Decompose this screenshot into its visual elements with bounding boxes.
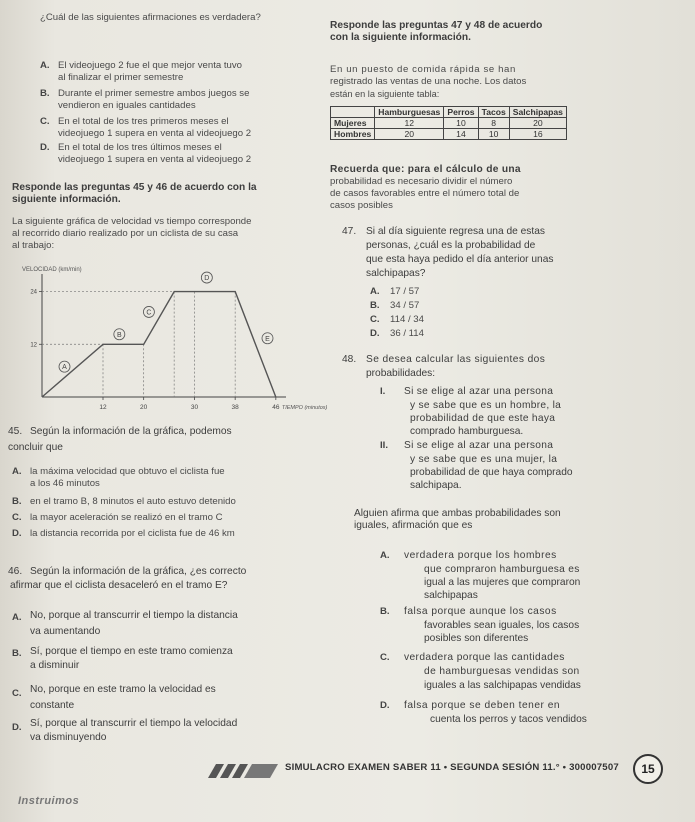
q48-statement-ii-letter: II. — [380, 440, 388, 451]
q46-stem-cont: afirmar que el ciclista desaceleró en el tramo E? — [10, 580, 228, 591]
q48-number: 48. — [342, 354, 357, 365]
q48-statement-ii-cont-1: y se sabe que es una mujer, la — [410, 454, 558, 465]
q48-option-d[interactable]: falsa porque se deben tener en — [404, 700, 561, 711]
chart-x-tick-label: 12 — [99, 404, 107, 411]
q48-stem-cont: probabilidades: — [366, 368, 436, 379]
q46-number: 46. — [8, 566, 23, 577]
q44-option-b-cont: vendieron en iguales cantidades — [58, 100, 196, 111]
q48-statement-i-cont-1: y se sabe que es un hombre, la — [410, 400, 562, 411]
q48-statement-ii-cont-3: salchipapa. — [410, 480, 462, 491]
intro-45-46-text-2: al recorrido diario realizado por un ciclista de su casa — [12, 228, 239, 239]
q47-stem-cont-2: que esta haya pedido el día anterior unas — [366, 254, 554, 265]
q46-option-a[interactable]: No, porque al transcurrir el tiempo la distancia — [30, 610, 238, 621]
q48-claim: Alguien afirma que ambas probabilidades son — [354, 508, 561, 519]
chart-y-tick-label: 12 — [30, 342, 37, 349]
q46-option-c[interactable]: No, porque en este tramo la velocidad es — [30, 684, 216, 695]
intro-47-48-title-cont: con la siguiente información. — [330, 32, 471, 43]
q44-option-a-cont: al finalizar el primer semestre — [58, 72, 184, 83]
q44-option-a[interactable]: El videojuego 2 fue el que mejor venta tuvo — [58, 60, 243, 71]
q46-option-b[interactable]: Sí, porque el tiempo en este tramo comienza — [30, 646, 233, 657]
q47-stem-cont-3: salchipapas? — [366, 268, 426, 279]
brand-logo-text: Instruimos — [18, 795, 80, 807]
q48-stem: Se desea calcular las siguientes dos — [366, 354, 546, 365]
q48-option-c[interactable]: verdadera porque las cantidades — [404, 652, 565, 663]
q44-option-d-letter[interactable]: D. — [40, 142, 50, 153]
q45-number: 45. — [8, 426, 23, 437]
reminder-text-3: casos posibles — [330, 200, 393, 211]
q45-option-a-cont: a los 46 minutos — [30, 478, 100, 489]
chart-x-tick-label: 38 — [231, 404, 239, 411]
q44-option-b-letter[interactable]: B. — [40, 88, 50, 99]
q46-option-c-letter[interactable]: C. — [12, 688, 22, 699]
chart-x-tick-label: 46 — [272, 404, 280, 411]
chart-xlabel: TIEMPO (minutos) — [281, 405, 328, 411]
q45-stem: Según la información de la gráfica, podemos — [30, 426, 232, 437]
q47-option-d[interactable]: 36 / 114 — [390, 328, 424, 339]
q48-option-a-cont-2: igual a las mujeres que compraron — [424, 577, 581, 588]
q44-option-a-letter[interactable]: A. — [40, 60, 50, 71]
q47-option-c[interactable]: 114 / 34 — [390, 314, 424, 325]
sales-table-row-label: Mujeres — [331, 118, 375, 129]
table-row — [331, 118, 567, 129]
q46-option-c-cont: constante — [30, 700, 75, 711]
chart-x-ticks — [99, 397, 279, 411]
q48-option-a-letter[interactable]: A. — [380, 550, 390, 561]
intro-45-46-title: Responde las preguntas 45 y 46 de acuerdo con la — [12, 182, 257, 193]
q44-option-c[interactable]: En el total de los tres primeros meses el — [58, 116, 229, 127]
table-row — [331, 129, 567, 140]
q48-claim-cont: iguales, afirmación que es — [354, 520, 473, 531]
page-number: 15 — [633, 754, 663, 784]
q45-option-a-letter[interactable]: A. — [12, 466, 22, 477]
q48-option-a[interactable]: verdadera porque los hombres — [404, 550, 557, 561]
sales-table-header-hamburguesas: Hamburguesas — [375, 107, 444, 118]
q46-option-b-letter[interactable]: B. — [12, 648, 22, 659]
sales-table-cell: 14 — [444, 129, 478, 140]
sales-table-header-salchipapas: Salchipapas — [509, 107, 566, 118]
chart-segment-labels — [59, 272, 273, 372]
q46-option-d-letter[interactable]: D. — [12, 722, 22, 733]
q48-option-a-cont-1: que compraron hamburguesa es — [424, 564, 580, 575]
reminder-text-1: probabilidad es necesario dividir el número — [330, 176, 513, 187]
q45-option-d-letter[interactable]: D. — [12, 528, 22, 539]
q48-option-b-letter[interactable]: B. — [380, 606, 390, 617]
sales-table-cell: 10 — [478, 129, 509, 140]
q45-option-a[interactable]: la máxima velocidad que obtuvo el ciclista fue — [30, 466, 225, 477]
sales-table — [330, 106, 567, 140]
q46-stem: Según la información de la gráfica, ¿es correcto — [30, 566, 247, 577]
intro-47-48-text-2: registrado las ventas de una noche. Los datos — [330, 76, 527, 87]
chart-series-line — [42, 292, 276, 397]
q45-option-c-letter[interactable]: C. — [12, 512, 22, 523]
sales-table-row-label: Hombres — [331, 129, 375, 140]
reminder-text-2: de casos favorables entre el número total de — [330, 188, 520, 199]
intro-45-46-text-3: al trabajo: — [12, 240, 55, 251]
footer-stripes-decoration — [200, 764, 280, 778]
q46-option-a-letter[interactable]: A. — [12, 612, 22, 623]
sales-table-cell: 10 — [444, 118, 478, 129]
chart-segment-label: E — [265, 335, 270, 343]
q48-statement-i-cont-2: probabilidad de que este haya — [410, 413, 556, 424]
chart-segment-label: D — [204, 275, 210, 283]
q48-statement-i-letter: I. — [380, 386, 386, 397]
q48-option-d-cont: cuenta los perros y tacos vendidos — [430, 714, 587, 725]
sales-table-header-perros: Perros — [444, 107, 478, 118]
q44-option-b[interactable]: Durante el primer semestre ambos juegos se — [58, 88, 250, 99]
chart-segment-label: A — [62, 364, 67, 372]
q48-option-b[interactable]: falsa porque aunque los casos — [404, 606, 557, 617]
chart-y-tick-label: 24 — [30, 289, 37, 296]
q47-option-b-letter[interactable]: B. — [370, 300, 380, 311]
sales-table-corner — [331, 107, 375, 118]
q48-option-c-letter[interactable]: C. — [380, 652, 390, 663]
intro-47-48-text-1: En un puesto de comida rápida se han — [330, 64, 516, 75]
q46-option-a-cont: va aumentando — [30, 626, 101, 637]
reminder-title: Recuerda que: para el cálculo de una — [330, 164, 521, 175]
q48-statement-ii-cont-2: probabilidad de que haya comprado — [410, 467, 573, 478]
chart-ylabel: VELOCIDAD (km/min) — [22, 267, 82, 273]
sales-table-cell: 20 — [375, 129, 444, 140]
sales-table-header-tacos: Tacos — [478, 107, 509, 118]
sales-table-cell: 8 — [478, 118, 509, 129]
velocity-time-chart — [18, 262, 328, 422]
sales-table-cell: 16 — [509, 129, 566, 140]
q44-option-d-cont: videojuego 1 supera en venta al videojuego 2 — [58, 154, 252, 165]
q47-option-b[interactable]: 34 / 57 — [390, 300, 420, 311]
q48-option-b-cont-1: favorables sean iguales, los casos — [424, 620, 580, 631]
intro-45-46-title-cont: siguiente información. — [12, 194, 121, 205]
q48-option-c-cont-1: de hamburguesas vendidas son — [424, 666, 580, 677]
q44-stem: ¿Cuál de las siguientes afirmaciones es verdadera? — [40, 12, 261, 23]
q45-option-d[interactable]: la distancia recorrida por el ciclista fue de 46 km — [30, 528, 235, 539]
chart-segment-label: C — [146, 309, 152, 317]
footer-exam-title: SIMULACRO EXAMEN SABER 11 • SEGUNDA SESIÓN 11.° • 300007507 — [285, 762, 619, 773]
q48-statement-ii: Si se elige al azar una persona — [404, 440, 554, 451]
q48-option-a-cont-3: salchipapas — [424, 590, 478, 601]
intro-45-46-text-1: La siguiente gráfica de velocidad vs tiempo corresponde — [12, 216, 252, 227]
q48-option-b-cont-2: posibles son diferentes — [424, 633, 529, 644]
q48-statement-i-cont-3: comprado hamburguesa. — [410, 426, 524, 437]
q47-stem-cont-1: personas, ¿cuál es la probabilidad de — [366, 240, 536, 251]
q48-statement-i: Si se elige al azar una persona — [404, 386, 554, 397]
q45-option-b-letter[interactable]: B. — [12, 496, 22, 507]
q47-option-d-letter[interactable]: D. — [370, 328, 380, 339]
q48-option-d-letter[interactable]: D. — [380, 700, 390, 711]
q46-option-d-cont: va disminuyendo — [30, 732, 107, 743]
sales-table-cell: 12 — [375, 118, 444, 129]
sales-table-cell: 20 — [509, 118, 566, 129]
intro-47-48-text-3: están en la siguiente tabla: — [330, 89, 440, 99]
q47-option-a[interactable]: 17 / 57 — [390, 286, 420, 297]
sales-table-header-row — [331, 107, 567, 118]
q46-option-d[interactable]: Sí, porque al transcurrir el tiempo la velocidad — [30, 718, 238, 729]
chart-segment-label: B — [116, 331, 122, 339]
q47-option-c-letter[interactable]: C. — [370, 314, 380, 325]
q48-option-c-cont-2: iguales a las salchipapas vendidas — [424, 680, 581, 691]
q44-option-c-cont: videojuego 1 supera en venta al videojuego 2 — [58, 128, 252, 139]
chart-x-tick-label: 20 — [140, 404, 148, 411]
q47-option-a-letter[interactable]: A. — [370, 286, 380, 297]
chart-y-ticks — [30, 290, 42, 349]
q44-option-d[interactable]: En el total de los tres últimos meses el — [58, 142, 222, 153]
intro-47-48-title: Responde las preguntas 47 y 48 de acuerdo — [330, 20, 543, 31]
q45-option-b[interactable]: en el tramo B, 8 minutos el auto estuvo detenido — [30, 496, 236, 507]
q45-stem-cont: concluir que — [8, 442, 63, 453]
q47-stem: Si al día siguiente regresa una de estas — [366, 226, 545, 237]
chart-x-tick-label: 30 — [190, 404, 199, 411]
q47-number: 47. — [342, 226, 357, 237]
q44-option-c-letter[interactable]: C. — [40, 116, 50, 127]
q46-option-b-cont: a disminuir — [30, 660, 80, 671]
q45-option-c[interactable]: la mayor aceleración se realizó en el tramo C — [30, 512, 223, 523]
